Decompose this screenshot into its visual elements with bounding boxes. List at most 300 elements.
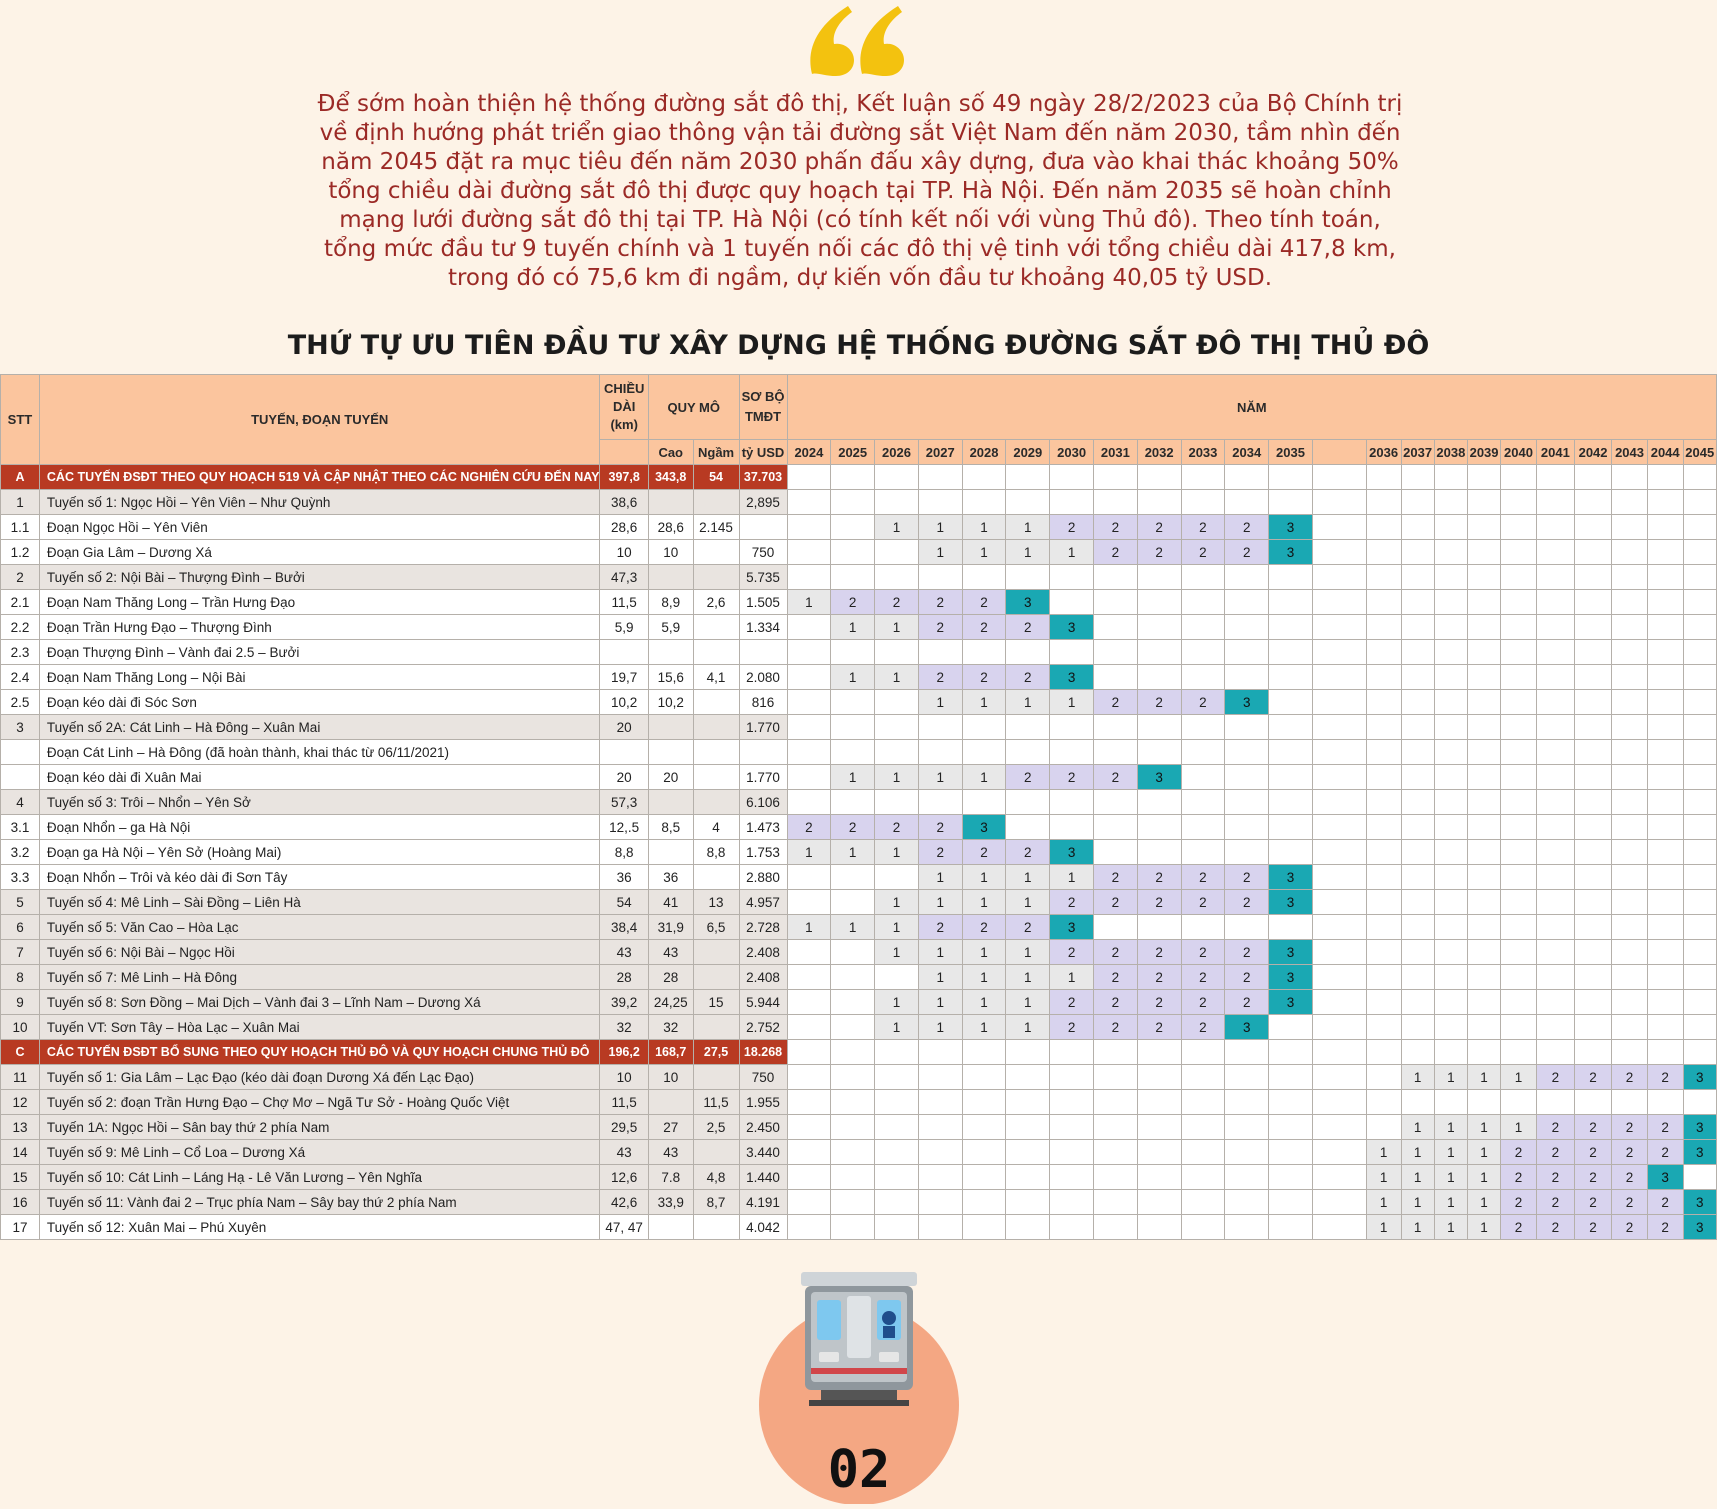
phase-cell-2024 bbox=[787, 615, 831, 640]
phase-cell-2034 bbox=[1225, 915, 1269, 940]
phase-cell-2043: 2 bbox=[1612, 1140, 1648, 1165]
phase-gap-cell bbox=[1312, 490, 1366, 515]
phase-cell-2037 bbox=[1401, 840, 1434, 865]
phase-cell-2039 bbox=[1467, 1090, 1500, 1115]
phase-cell-2042: 2 bbox=[1574, 1115, 1611, 1140]
phase-cell-2036 bbox=[1366, 465, 1401, 490]
phase-cell-2038 bbox=[1434, 540, 1467, 565]
phase-cell-2027 bbox=[918, 490, 962, 515]
phase-cell-2034 bbox=[1225, 840, 1269, 865]
phase-cell-2044 bbox=[1647, 790, 1683, 815]
name-cell: Tuyến số 4: Mê Linh – Sài Đồng – Liên Hà bbox=[39, 890, 600, 915]
phase-cell-2044 bbox=[1647, 865, 1683, 890]
phase-cell-2043 bbox=[1612, 615, 1648, 640]
phase-cell-2032 bbox=[1137, 1165, 1181, 1190]
phase-cell-2033 bbox=[1181, 1190, 1225, 1215]
phase-cell-2033 bbox=[1181, 1115, 1225, 1140]
phase-cell-2036 bbox=[1366, 690, 1401, 715]
phase-cell-2027: 1 bbox=[918, 540, 962, 565]
phase-cell-2032: 2 bbox=[1137, 990, 1181, 1015]
elevated-cell: 343,8 bbox=[648, 465, 693, 490]
cost-cell: 2.728 bbox=[739, 915, 787, 940]
phase-cell-2026: 1 bbox=[875, 515, 919, 540]
table-row bbox=[1, 1165, 1717, 1190]
stt-cell: 2.2 bbox=[1, 615, 40, 640]
name-cell: Đoạn Trần Hưng Đạo – Thượng Đình bbox=[39, 615, 600, 640]
header-cost-unit: tỷ USD bbox=[739, 440, 787, 465]
phase-cell-2025 bbox=[831, 715, 875, 740]
elevated-cell: 10 bbox=[648, 540, 693, 565]
phase-cell-2030 bbox=[1050, 465, 1094, 490]
phase-cell-2027: 1 bbox=[918, 865, 962, 890]
name-cell: Đoạn Thượng Đình – Vành đai 2.5 – Bưởi bbox=[39, 640, 600, 665]
phase-cell-2042 bbox=[1574, 940, 1611, 965]
phase-cell-2033: 2 bbox=[1181, 1015, 1225, 1040]
year-header-2042: 2042 bbox=[1574, 440, 1611, 465]
phase-cell-2034: 2 bbox=[1225, 540, 1269, 565]
phase-cell-2037 bbox=[1401, 715, 1434, 740]
phase-cell-2030: 3 bbox=[1050, 665, 1094, 690]
phase-cell-2025: 1 bbox=[831, 840, 875, 865]
phase-cell-2033 bbox=[1181, 640, 1225, 665]
year-header-2025: 2025 bbox=[831, 440, 875, 465]
phase-cell-2031 bbox=[1093, 1115, 1137, 1140]
intro-line: trong đó có 75,6 km đi ngầm, dự kiến vốn đầu tư khoảng 40,05 tỷ USD. bbox=[447, 265, 1273, 291]
elevated-cell bbox=[648, 640, 693, 665]
phase-cell-2025 bbox=[831, 565, 875, 590]
phase-gap-cell bbox=[1312, 640, 1366, 665]
elevated-cell bbox=[648, 715, 693, 740]
phase-cell-2029: 1 bbox=[1006, 540, 1050, 565]
phase-cell-2040: 2 bbox=[1501, 1190, 1537, 1215]
elevated-cell bbox=[648, 740, 693, 765]
phase-cell-2027 bbox=[918, 1090, 962, 1115]
length-cell: 57,3 bbox=[600, 790, 648, 815]
phase-cell-2045 bbox=[1683, 465, 1716, 490]
phase-cell-2027: 1 bbox=[918, 940, 962, 965]
stt-cell bbox=[1, 765, 40, 790]
phase-cell-2037 bbox=[1401, 565, 1434, 590]
phase-cell-2025 bbox=[831, 940, 875, 965]
phase-cell-2044 bbox=[1647, 515, 1683, 540]
elevated-cell: 28,6 bbox=[648, 515, 693, 540]
table-row bbox=[1, 540, 1717, 565]
phase-cell-2027 bbox=[918, 465, 962, 490]
underground-cell: 27,5 bbox=[693, 1040, 739, 1065]
phase-cell-2039 bbox=[1467, 715, 1500, 740]
stt-cell: 2.4 bbox=[1, 665, 40, 690]
phase-cell-2040 bbox=[1501, 765, 1537, 790]
cost-cell bbox=[739, 640, 787, 665]
cost-cell: 1.505 bbox=[739, 590, 787, 615]
phase-cell-2027: 1 bbox=[918, 990, 962, 1015]
phase-cell-2026: 1 bbox=[875, 940, 919, 965]
elevated-cell: 33,9 bbox=[648, 1190, 693, 1215]
length-cell: 28 bbox=[600, 965, 648, 990]
phase-cell-2029 bbox=[1006, 640, 1050, 665]
phase-cell-2035 bbox=[1269, 740, 1313, 765]
phase-cell-2027: 1 bbox=[918, 515, 962, 540]
intro-line: về định hướng phát triển giao thông vận tải đường sắt Việt Nam đến năm 2030, tầm nhìn đến bbox=[319, 120, 1401, 146]
phase-cell-2034: 3 bbox=[1225, 690, 1269, 715]
phase-cell-2030: 2 bbox=[1050, 940, 1094, 965]
phase-cell-2042 bbox=[1574, 465, 1611, 490]
phase-cell-2029: 1 bbox=[1006, 940, 1050, 965]
phase-cell-2045 bbox=[1683, 1015, 1716, 1040]
year-header-2045: 2045 bbox=[1683, 440, 1716, 465]
phase-cell-2025 bbox=[831, 990, 875, 1015]
phase-cell-2042: 2 bbox=[1574, 1140, 1611, 1165]
elevated-cell: 5,9 bbox=[648, 615, 693, 640]
name-cell: CÁC TUYẾN ĐSĐT THEO QUY HOẠCH 519 VÀ CẬP NHẬT THEO CÁC NGHIÊN CỨU ĐẾN NAY bbox=[39, 465, 600, 490]
phase-cell-2026 bbox=[875, 1190, 919, 1215]
phase-cell-2045 bbox=[1683, 715, 1716, 740]
phase-cell-2025 bbox=[831, 1015, 875, 1040]
phase-cell-2043 bbox=[1612, 640, 1648, 665]
phase-cell-2024 bbox=[787, 1040, 831, 1065]
phase-cell-2036 bbox=[1366, 1115, 1401, 1140]
elevated-cell: 8,9 bbox=[648, 590, 693, 615]
phase-cell-2026 bbox=[875, 1065, 919, 1090]
phase-cell-2034 bbox=[1225, 790, 1269, 815]
phase-cell-2038 bbox=[1434, 1040, 1467, 1065]
phase-cell-2041 bbox=[1536, 490, 1574, 515]
underground-cell: 4,8 bbox=[693, 1165, 739, 1190]
phase-cell-2035: 3 bbox=[1269, 540, 1313, 565]
phase-cell-2030: 1 bbox=[1050, 690, 1094, 715]
phase-cell-2032 bbox=[1137, 790, 1181, 815]
phase-cell-2036 bbox=[1366, 765, 1401, 790]
phase-cell-2040 bbox=[1501, 940, 1537, 965]
phase-cell-2029: 2 bbox=[1006, 665, 1050, 690]
phase-cell-2028: 2 bbox=[962, 665, 1006, 690]
phase-cell-2036 bbox=[1366, 940, 1401, 965]
phase-cell-2041 bbox=[1536, 1090, 1574, 1115]
header-scale: QUY MÔ bbox=[648, 375, 739, 440]
phase-cell-2035 bbox=[1269, 590, 1313, 615]
phase-cell-2036: 1 bbox=[1366, 1140, 1401, 1165]
phase-cell-2036 bbox=[1366, 665, 1401, 690]
phase-cell-2029 bbox=[1006, 715, 1050, 740]
phase-cell-2036 bbox=[1366, 790, 1401, 815]
phase-cell-2036: 1 bbox=[1366, 1190, 1401, 1215]
phase-cell-2044 bbox=[1647, 540, 1683, 565]
header-cost: SƠ BỘ TMĐT bbox=[739, 375, 787, 440]
year-header-2035: 2035 bbox=[1269, 440, 1313, 465]
elevated-cell: 8,5 bbox=[648, 815, 693, 840]
phase-cell-2042 bbox=[1574, 790, 1611, 815]
phase-cell-2045 bbox=[1683, 1040, 1716, 1065]
phase-cell-2029 bbox=[1006, 1215, 1050, 1240]
stt-cell: 7 bbox=[1, 940, 40, 965]
underground-cell bbox=[693, 640, 739, 665]
phase-cell-2032: 2 bbox=[1137, 540, 1181, 565]
phase-cell-2035 bbox=[1269, 1040, 1313, 1065]
phase-cell-2026 bbox=[875, 565, 919, 590]
phase-cell-2039 bbox=[1467, 840, 1500, 865]
phase-cell-2030: 2 bbox=[1050, 515, 1094, 540]
phase-cell-2038 bbox=[1434, 790, 1467, 815]
length-cell: 47,3 bbox=[600, 565, 648, 590]
phase-cell-2041 bbox=[1536, 965, 1574, 990]
phase-cell-2027: 1 bbox=[918, 690, 962, 715]
phase-cell-2026: 1 bbox=[875, 665, 919, 690]
phase-cell-2042: 2 bbox=[1574, 1190, 1611, 1215]
phase-gap-cell bbox=[1312, 1015, 1366, 1040]
phase-cell-2027 bbox=[918, 790, 962, 815]
phase-cell-2028 bbox=[962, 490, 1006, 515]
phase-cell-2029: 1 bbox=[1006, 890, 1050, 915]
length-cell: 43 bbox=[600, 1140, 648, 1165]
phase-cell-2026 bbox=[875, 690, 919, 715]
phase-cell-2024 bbox=[787, 790, 831, 815]
phase-cell-2030 bbox=[1050, 565, 1094, 590]
phase-cell-2043: 2 bbox=[1612, 1115, 1648, 1140]
phase-gap-cell bbox=[1312, 915, 1366, 940]
phase-cell-2039 bbox=[1467, 890, 1500, 915]
phase-cell-2040 bbox=[1501, 540, 1537, 565]
phase-cell-2025 bbox=[831, 740, 875, 765]
phase-cell-2030 bbox=[1050, 740, 1094, 765]
name-cell: Đoạn Nhổn – Trôi và kéo dài đi Sơn Tây bbox=[39, 865, 600, 890]
underground-cell bbox=[693, 940, 739, 965]
stt-cell: 11 bbox=[1, 1065, 40, 1090]
phase-cell-2030 bbox=[1050, 790, 1094, 815]
phase-cell-2044 bbox=[1647, 1040, 1683, 1065]
phase-cell-2032 bbox=[1137, 915, 1181, 940]
phase-cell-2039: 1 bbox=[1467, 1190, 1500, 1215]
stt-cell: 17 bbox=[1, 1215, 40, 1240]
phase-cell-2026 bbox=[875, 715, 919, 740]
phase-cell-2044: 2 bbox=[1647, 1140, 1683, 1165]
cost-cell: 816 bbox=[739, 690, 787, 715]
phase-cell-2043: 2 bbox=[1612, 1065, 1648, 1090]
table-row bbox=[1, 1090, 1717, 1115]
phase-cell-2037 bbox=[1401, 615, 1434, 640]
phase-cell-2031: 2 bbox=[1093, 965, 1137, 990]
phase-cell-2032 bbox=[1137, 1115, 1181, 1140]
underground-cell bbox=[693, 790, 739, 815]
phase-cell-2037 bbox=[1401, 540, 1434, 565]
length-cell: 42,6 bbox=[600, 1190, 648, 1215]
length-cell: 19,7 bbox=[600, 665, 648, 690]
phase-cell-2045 bbox=[1683, 1090, 1716, 1115]
phase-cell-2024 bbox=[787, 540, 831, 565]
phase-cell-2043 bbox=[1612, 1090, 1648, 1115]
phase-cell-2031 bbox=[1093, 590, 1137, 615]
underground-cell bbox=[693, 1215, 739, 1240]
name-cell: Đoạn kéo dài đi Sóc Sơn bbox=[39, 690, 600, 715]
phase-cell-2043: 2 bbox=[1612, 1190, 1648, 1215]
phase-cell-2037 bbox=[1401, 490, 1434, 515]
phase-cell-2028 bbox=[962, 740, 1006, 765]
cost-cell: 2.408 bbox=[739, 940, 787, 965]
length-cell: 20 bbox=[600, 715, 648, 740]
phase-cell-2039 bbox=[1467, 990, 1500, 1015]
badge-number: 02 bbox=[827, 1440, 891, 1500]
phase-cell-2025 bbox=[831, 1190, 875, 1215]
elevated-cell: 41 bbox=[648, 890, 693, 915]
phase-cell-2034 bbox=[1225, 1115, 1269, 1140]
phase-cell-2045 bbox=[1683, 765, 1716, 790]
phase-cell-2027 bbox=[918, 1190, 962, 1215]
phase-cell-2034 bbox=[1225, 1040, 1269, 1065]
phase-cell-2044 bbox=[1647, 765, 1683, 790]
phase-gap-cell bbox=[1312, 890, 1366, 915]
phase-cell-2031: 2 bbox=[1093, 940, 1137, 965]
table-row bbox=[1, 965, 1717, 990]
phase-cell-2024 bbox=[787, 565, 831, 590]
phase-cell-2031 bbox=[1093, 840, 1137, 865]
phase-cell-2029 bbox=[1006, 1065, 1050, 1090]
phase-cell-2028: 1 bbox=[962, 940, 1006, 965]
phase-cell-2033 bbox=[1181, 1040, 1225, 1065]
stt-cell: C bbox=[1, 1040, 40, 1065]
length-cell: 32 bbox=[600, 1015, 648, 1040]
phase-cell-2024 bbox=[787, 1190, 831, 1215]
length-cell: 43 bbox=[600, 940, 648, 965]
underground-cell: 6,5 bbox=[693, 915, 739, 940]
phase-cell-2032: 2 bbox=[1137, 690, 1181, 715]
phase-cell-2040 bbox=[1501, 915, 1537, 940]
phase-cell-2033: 2 bbox=[1181, 890, 1225, 915]
phase-cell-2025 bbox=[831, 465, 875, 490]
phase-gap-cell bbox=[1312, 1140, 1366, 1165]
phase-cell-2035 bbox=[1269, 815, 1313, 840]
phase-cell-2033 bbox=[1181, 465, 1225, 490]
underground-cell: 2,5 bbox=[693, 1115, 739, 1140]
length-cell: 38,4 bbox=[600, 915, 648, 940]
phase-cell-2039 bbox=[1467, 490, 1500, 515]
phase-cell-2041: 2 bbox=[1536, 1140, 1574, 1165]
elevated-cell bbox=[648, 565, 693, 590]
phase-cell-2037 bbox=[1401, 915, 1434, 940]
length-cell: 8,8 bbox=[600, 840, 648, 865]
phase-cell-2041 bbox=[1536, 615, 1574, 640]
phase-cell-2029: 1 bbox=[1006, 990, 1050, 1015]
phase-cell-2041: 2 bbox=[1536, 1115, 1574, 1140]
phase-cell-2026 bbox=[875, 1090, 919, 1115]
phase-cell-2041 bbox=[1536, 740, 1574, 765]
year-header-2039: 2039 bbox=[1467, 440, 1500, 465]
phase-cell-2038 bbox=[1434, 515, 1467, 540]
phase-cell-2042 bbox=[1574, 515, 1611, 540]
phase-cell-2033: 2 bbox=[1181, 690, 1225, 715]
phase-gap-cell bbox=[1312, 540, 1366, 565]
phase-cell-2045 bbox=[1683, 915, 1716, 940]
year-header-2031: 2031 bbox=[1093, 440, 1137, 465]
phase-gap-cell bbox=[1312, 965, 1366, 990]
phase-gap-cell bbox=[1312, 1040, 1366, 1065]
year-header-2033: 2033 bbox=[1181, 440, 1225, 465]
phase-cell-2026 bbox=[875, 965, 919, 990]
phase-cell-2043 bbox=[1612, 865, 1648, 890]
phase-cell-2026 bbox=[875, 1140, 919, 1165]
table-row bbox=[1, 940, 1717, 965]
table-row bbox=[1, 765, 1717, 790]
phase-cell-2028: 2 bbox=[962, 590, 1006, 615]
stt-cell: 12 bbox=[1, 1090, 40, 1115]
phase-cell-2026 bbox=[875, 1165, 919, 1190]
phase-cell-2037 bbox=[1401, 890, 1434, 915]
cost-cell: 4.957 bbox=[739, 890, 787, 915]
cost-cell: 750 bbox=[739, 1065, 787, 1090]
phase-cell-2034: 2 bbox=[1225, 965, 1269, 990]
phase-cell-2029 bbox=[1006, 565, 1050, 590]
phase-cell-2040 bbox=[1501, 590, 1537, 615]
phase-cell-2043 bbox=[1612, 490, 1648, 515]
phase-cell-2039: 1 bbox=[1467, 1065, 1500, 1090]
phase-cell-2026: 2 bbox=[875, 590, 919, 615]
year-header-2028: 2028 bbox=[962, 440, 1006, 465]
phase-cell-2038 bbox=[1434, 1090, 1467, 1115]
elevated-cell: 28 bbox=[648, 965, 693, 990]
phase-gap-cell bbox=[1312, 1215, 1366, 1240]
phase-cell-2032 bbox=[1137, 615, 1181, 640]
intro-line: mạng lưới đường sắt đô thị tại TP. Hà Nội (có tính kết nối với vùng Thủ đô). Theo tính toán, bbox=[339, 207, 1381, 233]
phase-cell-2041 bbox=[1536, 465, 1574, 490]
phase-cell-2045 bbox=[1683, 940, 1716, 965]
elevated-cell: 32 bbox=[648, 1015, 693, 1040]
phase-cell-2045 bbox=[1683, 990, 1716, 1015]
phase-cell-2033 bbox=[1181, 615, 1225, 640]
cost-cell: 5.944 bbox=[739, 990, 787, 1015]
phase-cell-2032 bbox=[1137, 665, 1181, 690]
phase-cell-2039 bbox=[1467, 540, 1500, 565]
cost-cell bbox=[739, 515, 787, 540]
phase-gap-cell bbox=[1312, 615, 1366, 640]
phase-cell-2042 bbox=[1574, 1090, 1611, 1115]
phase-cell-2030 bbox=[1050, 640, 1094, 665]
length-cell: 47, 47 bbox=[600, 1215, 648, 1240]
stt-cell: 9 bbox=[1, 990, 40, 1015]
phase-cell-2039 bbox=[1467, 940, 1500, 965]
phase-cell-2043 bbox=[1612, 540, 1648, 565]
underground-cell bbox=[693, 1015, 739, 1040]
phase-gap-cell bbox=[1312, 1190, 1366, 1215]
phase-cell-2026 bbox=[875, 1040, 919, 1065]
phase-cell-2043 bbox=[1612, 715, 1648, 740]
cost-cell: 1.473 bbox=[739, 815, 787, 840]
stt-cell: 14 bbox=[1, 1140, 40, 1165]
cost-cell: 2.450 bbox=[739, 1115, 787, 1140]
phase-cell-2039 bbox=[1467, 865, 1500, 890]
phase-cell-2028 bbox=[962, 1040, 1006, 1065]
phase-cell-2038: 1 bbox=[1434, 1165, 1467, 1190]
phase-cell-2043: 2 bbox=[1612, 1215, 1648, 1240]
phase-cell-2028 bbox=[962, 1065, 1006, 1090]
length-cell: 11,5 bbox=[600, 590, 648, 615]
phase-cell-2042 bbox=[1574, 840, 1611, 865]
phase-cell-2039 bbox=[1467, 765, 1500, 790]
phase-cell-2024 bbox=[787, 1015, 831, 1040]
phase-cell-2038: 1 bbox=[1434, 1190, 1467, 1215]
phase-cell-2026 bbox=[875, 465, 919, 490]
phase-cell-2027 bbox=[918, 640, 962, 665]
phase-cell-2038 bbox=[1434, 490, 1467, 515]
phase-cell-2040 bbox=[1501, 1015, 1537, 1040]
phase-cell-2024: 1 bbox=[787, 590, 831, 615]
stt-cell: 16 bbox=[1, 1190, 40, 1215]
phase-cell-2029: 2 bbox=[1006, 840, 1050, 865]
underground-cell bbox=[693, 715, 739, 740]
phase-cell-2034 bbox=[1225, 615, 1269, 640]
phase-cell-2042 bbox=[1574, 1015, 1611, 1040]
phase-cell-2038 bbox=[1434, 990, 1467, 1015]
phase-cell-2036 bbox=[1366, 615, 1401, 640]
phase-cell-2032: 2 bbox=[1137, 1015, 1181, 1040]
phase-cell-2034 bbox=[1225, 1165, 1269, 1190]
